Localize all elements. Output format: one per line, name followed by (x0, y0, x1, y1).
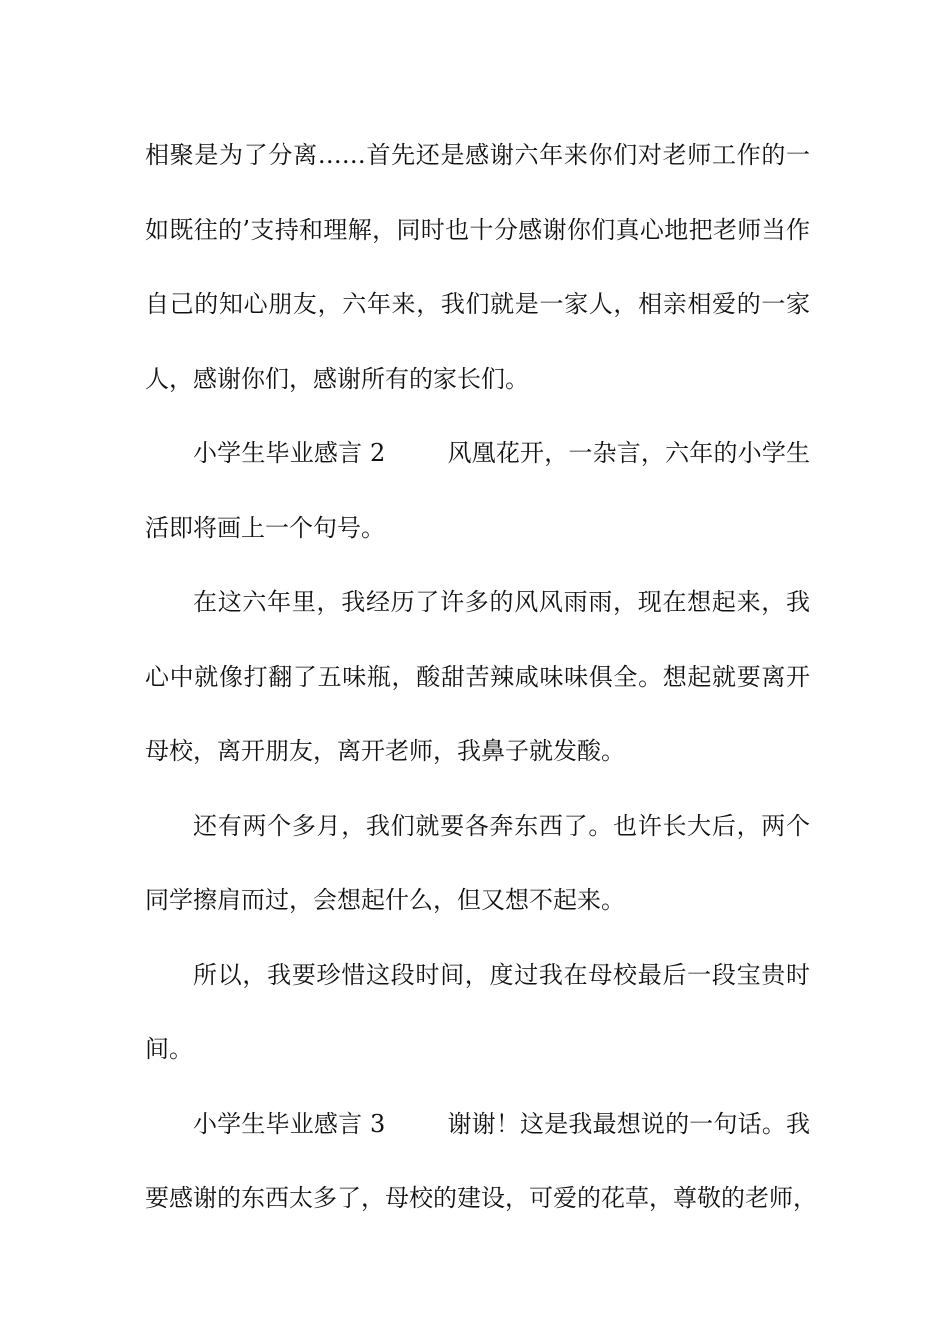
document-body (145, 130, 817, 1248)
text-line: 活即将画上一个句号。 (145, 513, 385, 542)
paragraph-first-line: 在这六年里，我经历了许多的风风雨雨，现在想起来，我 (193, 588, 810, 616)
section-heading-line (145, 428, 810, 503)
paragraph-first-line: 还有两个多月，我们就要各奔东西了。也许长大后，两个 (193, 811, 810, 840)
text-line: 心中就像打翻了五味瓶，酸甜苦辣咸味味俱全。想起就要离开 (145, 662, 810, 691)
text-line-continuation: 风凰花开，一杂言，六年的小学生 (447, 439, 810, 467)
text-line: 如既往的’支持和理解，同时也十分感谢你们真心地把老师当作 (145, 215, 810, 244)
section-heading-line (145, 1099, 810, 1174)
section-heading-2: 小学生毕业感言 2 (193, 439, 386, 467)
text-line: 母校，离开朋友，离开老师，我鼻子就发酸。 (145, 737, 625, 765)
text-line: 相聚是为了分离……首先还是感谢六年来你们对老师工作的一 (145, 141, 810, 169)
text-line: 要感谢的东西太多了，母校的建设，可爱的花草，尊敬的老师， (145, 1184, 817, 1212)
text-line: 间。 (145, 1035, 193, 1063)
section-heading-3: 小学生毕业感言 3 (193, 1109, 386, 1138)
text-line: 自己的知心朋友，六年来，我们就是一家人，相亲相爱的一家 (145, 290, 810, 318)
text-line: 同学擦肩而过，会想起什么，但又想不起来。 (145, 886, 625, 914)
paragraph-first-line: 所以，我要珍惜这段时间，度过我在母校最后一段宝贵时 (193, 960, 810, 989)
text-line: 人，感谢你们，感谢所有的家长们。 (145, 364, 529, 393)
text-line-continuation: 谢谢！这是我最想说的一句话。我 (447, 1109, 810, 1138)
